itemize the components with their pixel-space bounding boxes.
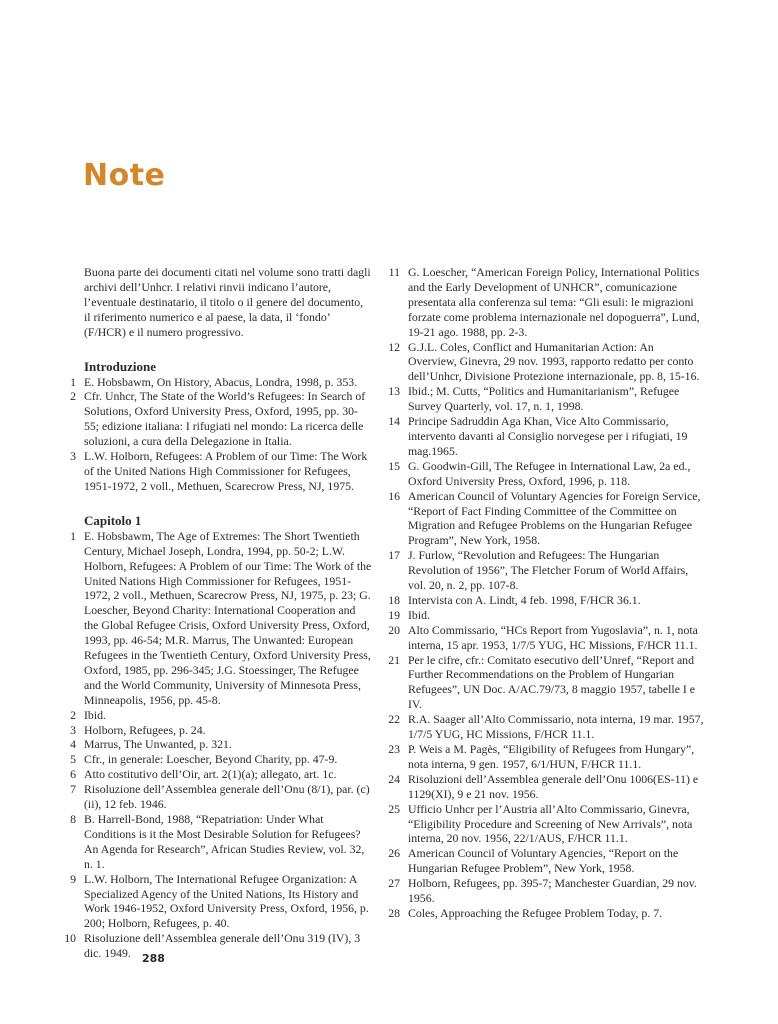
note-text: American Council of Voluntary Agencies for Foreign Service, “Report of Fact Finding Committee of the Committee on Migration and Refugee Problems on the Hungarian Refugee Program”, New York, 1958. bbox=[408, 488, 701, 548]
note-number: 11 bbox=[388, 265, 400, 279]
note-number: 20 bbox=[388, 622, 400, 637]
note-number: 28 bbox=[388, 905, 400, 920]
note-item bbox=[386, 340, 704, 385]
note-text: Atto costitutivo dell’Oir, art. 2(1)(a); allegato, art. 1c. bbox=[84, 767, 337, 782]
note-number: 16 bbox=[388, 488, 400, 503]
note-item bbox=[386, 593, 704, 608]
note-text: G. Goodwin-Gill, The Refugee in International Law, 2a ed., Oxford University Press, Oxford, 1996, p. 118. bbox=[408, 458, 691, 488]
note-item bbox=[62, 931, 372, 961]
note-item bbox=[386, 653, 704, 713]
note-number: 2 bbox=[70, 707, 76, 722]
note-item bbox=[62, 449, 372, 494]
note-text: Holborn, Refugees, p. 24. bbox=[84, 722, 206, 737]
section-heading-introduzione: Introduzione bbox=[84, 358, 156, 374]
note-text: Risoluzione dell’Assemblea generale dell’Onu (8/1), par. (c)(ii), 12 feb. 1946. bbox=[84, 782, 370, 812]
note-number: 9 bbox=[70, 871, 76, 886]
note-item bbox=[62, 782, 372, 812]
note-number: 18 bbox=[388, 592, 400, 607]
note-item bbox=[386, 608, 704, 623]
note-item bbox=[386, 459, 704, 489]
note-item bbox=[62, 872, 372, 932]
note-item bbox=[62, 737, 372, 752]
note-number: 12 bbox=[388, 339, 400, 354]
right-column bbox=[386, 265, 704, 921]
note-number: 7 bbox=[70, 782, 76, 797]
note-number: 24 bbox=[388, 771, 400, 786]
note-item bbox=[386, 772, 704, 802]
note-item bbox=[62, 767, 372, 782]
note-text: Holborn, Refugees, pp. 395-7; Manchester Guardian, 29 nov. 1956. bbox=[408, 876, 697, 906]
note-number: 1 bbox=[70, 374, 76, 389]
notes-list-introduzione bbox=[62, 375, 372, 494]
note-number: 17 bbox=[388, 548, 400, 563]
note-text: Risoluzione dell’Assemblea generale dell’Onu 319 (IV), 3 dic. 1949. bbox=[84, 931, 361, 961]
note-number: 22 bbox=[388, 712, 400, 727]
note-item bbox=[386, 623, 704, 653]
note-text: B. Harrell-Bond, 1988, “Repatriation: Under What Conditions is it the Most Desirable Solution for Refugees? An Agenda for Research”, African Studies Review, vol. 32, n. 1. bbox=[84, 812, 365, 871]
note-item bbox=[386, 384, 704, 414]
note-text: Cfr. Unhcr, The State of the World’s Refugees: In Search of Solutions, Oxford University Press, Oxford, 1995, pp. 30-55; edizione italiana: I rifugiati nel mondo: La ricerca delle soluzioni, a cura della Delegazione in Italia. bbox=[84, 389, 366, 449]
note-item bbox=[386, 414, 704, 459]
note-number: 14 bbox=[388, 414, 400, 429]
note-number: 3 bbox=[70, 722, 76, 737]
note-text: American Council of Voluntary Agencies, “Report on the Hungarian Refugee Problem”, New York, 1958. bbox=[408, 846, 679, 876]
intro-paragraph: Buona parte dei documenti citati nel volume sono tratti dagli archivi dell’Unhcr. I relativi rinvii indicano l’autore, l’eventuale destinatario, il titolo o il genere del documento, il riferimento numerico e al paese, la data, il ‘fondo’ (F/HCR) e il numero progressivo. bbox=[84, 265, 371, 339]
note-item bbox=[62, 812, 372, 872]
note-number: 13 bbox=[388, 384, 400, 399]
note-text: L.W. Holborn, The International Refugee Organization: A Specialized Agency of the United Nations, Its History and Work 1946-1952, Oxford University Press, Oxford, 1956, p. 200; Holborn, Refugees, p. 40. bbox=[84, 871, 369, 931]
note-item bbox=[62, 708, 372, 723]
note-item bbox=[62, 389, 372, 449]
note-text: E. Hobsbawm, The Age of Extremes: The Short Twentieth Century, Michael Joseph, Londra, 1994, pp. 50-2; L.W. Holborn, Refugees: A Problem of our Time: The Work of the United Nations High Commissioner for Refugees, 1951-1972, 2 voll., Methuen, Scarecrow Press, NJ, 1975, p. 23; G. Loescher, Beyond Charity: International Cooperation and the Global Refugee Crisis, Oxford University Press, Oxford, 1993, pp. 46-54; M.R. Marrus, The Unwanted: European Refugees in the Twentieth Century, Oxford University Press, Oxford, 1985, pp. 296-345; J.G. Stoessinger, The Refugee and the World Community, University of Minnesota Press, Minneapolis, 1956, pp. 45-8. bbox=[84, 528, 372, 707]
page-title: Note bbox=[83, 158, 166, 193]
note-text: Per le cifre, cfr.: Comitato esecutivo dell’Unref, “Report and Further Recommendations on the Problem of Hungarian Refugees”, UN Doc. A/AC.79/73, 8 maggio 1957, tabelle I e IV. bbox=[408, 652, 695, 712]
note-text: Ufficio Unhcr per l’Austria all’Alto Commissario, Ginevra, “Eligibility Procedure and Screening of New Arrivals”, nota interna, 20 nov. 1956, 22/1/AUS, F/HCR 11.1. bbox=[408, 801, 693, 846]
note-text: E. Hobsbawm, On History, Abacus, Londra, 1998, p. 353. bbox=[84, 374, 358, 389]
note-item bbox=[386, 906, 704, 921]
notes-list-continued bbox=[386, 265, 704, 921]
section-heading-capitolo-1: Capitolo 1 bbox=[84, 512, 142, 528]
note-text: Ibid. bbox=[408, 607, 430, 622]
note-item bbox=[62, 529, 372, 708]
note-number: 19 bbox=[388, 607, 400, 622]
note-number: 21 bbox=[388, 652, 400, 667]
note-text: Marrus, The Unwanted, p. 321. bbox=[84, 737, 232, 752]
note-item bbox=[62, 723, 372, 738]
note-number: 2 bbox=[70, 389, 76, 404]
note-text: R.A. Saager all’Alto Commissario, nota interna, 19 mar. 1957, 1/7/5 YUG, HC Missions, F/HCR 11.1. bbox=[408, 712, 704, 742]
note-text: Intervista con A. Lindt, 4 feb. 1998, F/HCR 36.1. bbox=[408, 592, 641, 607]
page-number: 288 bbox=[142, 952, 165, 965]
note-text: Ibid.; M. Cutts, “Politics and Humanitarianism”, Refugee Survey Quarterly, vol. 17, n. 1, 1998. bbox=[408, 384, 680, 414]
note-text: Coles, Approaching the Refugee Problem Today, p. 7. bbox=[408, 905, 663, 920]
note-number: 15 bbox=[388, 458, 400, 473]
note-number: 4 bbox=[70, 737, 76, 752]
note-number: 26 bbox=[388, 846, 400, 861]
note-number: 8 bbox=[70, 812, 76, 826]
note-item bbox=[62, 752, 372, 767]
note-item bbox=[386, 712, 704, 742]
notes-list-capitolo-1 bbox=[62, 529, 372, 961]
note-number: 1 bbox=[70, 528, 76, 543]
note-number: 10 bbox=[64, 931, 76, 946]
note-item bbox=[386, 742, 704, 772]
left-column bbox=[62, 265, 372, 961]
note-number: 5 bbox=[70, 752, 76, 767]
note-number: 3 bbox=[70, 449, 76, 464]
note-number: 25 bbox=[388, 801, 400, 816]
note-text: Alto Commissario, “HCs Report from Yugoslavia”, n. 1, nota interna, 15 apr. 1953, 1/7/5 YUG, HC Missions, F/HCR 11.1. bbox=[408, 622, 698, 652]
note-text: Risoluzioni dell’Assemblea generale dell’Onu 1006(ES-11) e 1129(XI), 9 e 21 nov. 1956. bbox=[408, 771, 699, 801]
note-item bbox=[386, 802, 704, 847]
note-text: L.W. Holborn, Refugees: A Problem of our Time: The Work of the United Nations High Commissioner for Refugees, 1951-1972, 2 voll., Methuen, Scarecrow Press, NJ, 1975. bbox=[84, 449, 368, 493]
note-text: Cfr., in generale: Loescher, Beyond Charity, pp. 47-9. bbox=[84, 752, 338, 767]
note-text: G. Loescher, “American Foreign Policy, International Politics and the Early Development of UNHCR”, comunicazione presentata alla conferenza sul tema: “Gli esuli: le migrazioni forzate come problema internazionale nel dopoguerra”, Lund, 19-21 ago. 1988, pp. 2-3. bbox=[408, 265, 700, 339]
note-text: Principe Sadruddin Aga Khan, Vice Alto Commissario, intervento davanti al Consiglio norvegese per i rifugiati, 19 mag.1965. bbox=[408, 414, 688, 458]
note-text: Ibid. bbox=[84, 707, 106, 722]
note-item bbox=[386, 489, 704, 549]
note-text: J. Furlow, “Revolution and Refugees: The Hungarian Revolution of 1956”, The Fletcher Forum of World Affairs, vol. 20, n. 2, pp. 107-8. bbox=[408, 548, 689, 593]
note-number: 23 bbox=[388, 742, 400, 756]
note-text: G.J.L. Coles, Conflict and Humanitarian Action: An Overview, Ginevra, 29 nov. 1993, rapporto redatto per conto dell’Unhcr, Divisione Protezione internazionale, pp. 8, 15-16. bbox=[408, 339, 700, 384]
note-number: 27 bbox=[388, 876, 400, 891]
note-item bbox=[62, 375, 372, 390]
note-item bbox=[386, 265, 704, 340]
note-item bbox=[386, 876, 704, 906]
note-item bbox=[386, 548, 704, 593]
note-item bbox=[386, 846, 704, 876]
note-number: 6 bbox=[70, 767, 76, 782]
note-text: P. Weis a M. Pagès, “Eligibility of Refugees from Hungary”, nota interna, 9 gen. 1957, 6/1/HUN, F/HCR 11.1. bbox=[408, 742, 695, 771]
